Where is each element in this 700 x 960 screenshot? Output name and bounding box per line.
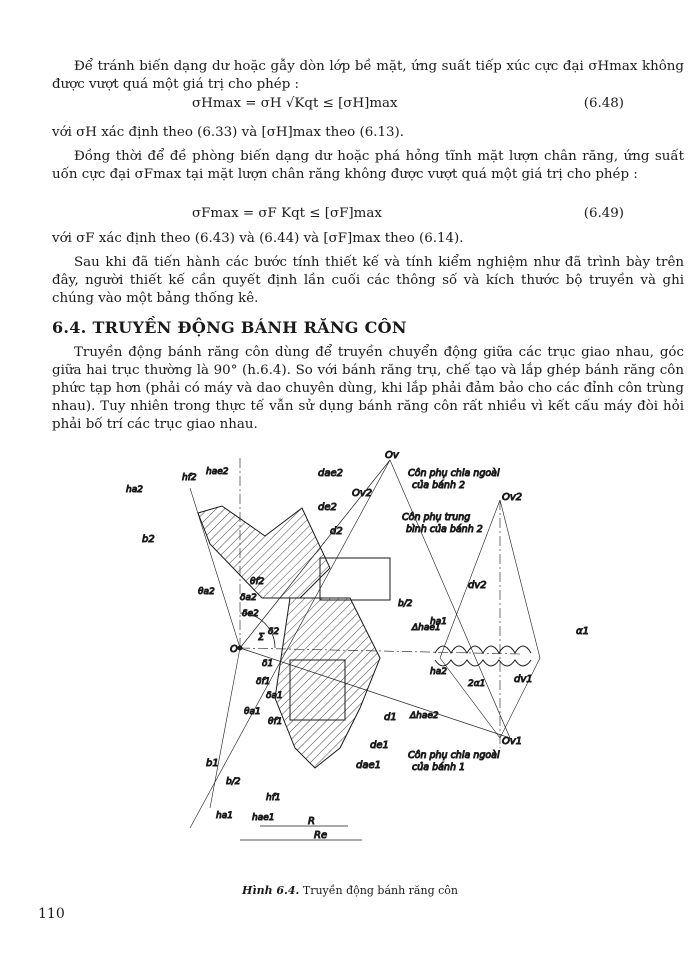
label-re: Re bbox=[314, 830, 328, 841]
label-dv2: dv2 bbox=[468, 580, 487, 591]
label-o: O bbox=[230, 644, 238, 655]
label-dae1: dae1 bbox=[356, 760, 381, 771]
label-ha2: ha2 bbox=[126, 485, 143, 495]
label-de1: de1 bbox=[370, 740, 389, 751]
label-delta-hae1: Δhae1 bbox=[412, 623, 441, 633]
label-ov1: Ov1 bbox=[502, 736, 523, 747]
label-delta-1: δ1 bbox=[262, 659, 274, 669]
formula-6-48 bbox=[52, 96, 684, 116]
paragraph-sigma-h-ref: với σH xác định theo (6.33) và [σH]max theo (6.13). bbox=[52, 125, 404, 140]
figure-caption-label: Hình 6.4. bbox=[242, 884, 300, 897]
label-d1: d1 bbox=[384, 712, 397, 723]
label-ha1-low: ha1 bbox=[216, 811, 233, 821]
formula-6-48-expression: σHmax = σH √Kqt ≤ [σH]max bbox=[192, 96, 398, 111]
label-back-cone-outer-1: Côn phụ chia ngoài bbox=[408, 750, 500, 761]
virtual-gear2-line-right bbox=[500, 500, 540, 658]
paragraph-contact-stress: Để tránh biến dạng dư hoặc gẫy dòn lớp bề mặt, ứng suất tiếp xúc cực đại σHmax không được vượt quá một giá trị cho phép : bbox=[52, 59, 684, 92]
label-alpha1: α1 bbox=[576, 626, 589, 637]
label-b-over-2-low: b/2 bbox=[226, 777, 241, 787]
paragraph-design-summary: Sau khi đã tiến hành các bước tính thiết kế và tính kiểm nghiệm như đã trình bày trên đây, người thiết kế cần quyết định lần cuối các thông số và kích thước bộ truyền và ghi chúng vào một bảng thống kê. bbox=[52, 255, 684, 306]
label-dae2: dae2 bbox=[318, 468, 343, 479]
label-sigma: Σ bbox=[258, 632, 265, 643]
apex-point bbox=[238, 646, 242, 650]
label-delta-a1: δa1 bbox=[266, 691, 283, 701]
label-hf2: hf2 bbox=[182, 473, 197, 483]
label-delta-2: δ2 bbox=[268, 627, 280, 637]
section-heading: 6.4. TRUYỀN ĐỘNG BÁNH RĂNG CÔN bbox=[52, 318, 407, 337]
label-hae2: hae2 bbox=[206, 467, 229, 477]
label-ha1: ha1 bbox=[430, 617, 447, 627]
label-ov2-right: Ov2 bbox=[502, 492, 523, 503]
label-theta-a2: θa2 bbox=[198, 587, 215, 597]
label-theta-f1: θf1 bbox=[268, 717, 283, 727]
label-mean-cone-2: Côn phụ trung bbox=[402, 512, 471, 523]
label-back-cone-outer-2b: của bánh 2 bbox=[412, 480, 466, 491]
label-delta-f1: δf1 bbox=[256, 677, 271, 687]
label-hae1: hae1 bbox=[252, 813, 275, 823]
label-delta-a2: δa2 bbox=[240, 593, 257, 603]
label-d2: d2 bbox=[330, 526, 343, 537]
label-hf1: hf1 bbox=[266, 793, 281, 803]
label-b1: b1 bbox=[206, 758, 219, 769]
figure-caption-text: Truyền động bánh răng côn bbox=[302, 884, 458, 897]
label-back-cone-outer-1b: của bánh 1 bbox=[412, 762, 466, 773]
label-theta-a1: θa1 bbox=[244, 707, 261, 717]
label-r: R bbox=[308, 816, 315, 827]
virtual-gear1-line-left bbox=[440, 658, 500, 738]
label-delta-e2: δe2 bbox=[242, 609, 259, 619]
label-b2: b2 bbox=[142, 534, 155, 545]
label-dv1: dv1 bbox=[514, 674, 533, 685]
formula-6-48-number: (6.48) bbox=[583, 96, 624, 111]
label-ha2-right: ha2 bbox=[430, 667, 447, 677]
label-mean-cone-2b: bình của bánh 2 bbox=[406, 524, 483, 535]
label-delta-hae2: Δhae2 bbox=[410, 711, 439, 721]
formula-6-49 bbox=[52, 206, 684, 226]
label-b-over-2: b/2 bbox=[398, 599, 413, 609]
label-ov: Ov bbox=[385, 450, 399, 461]
virtual-gear1-line-right bbox=[500, 658, 540, 738]
paragraph-sigma-f-ref: với σF xác định theo (6.43) và (6.44) và [σF]max theo (6.14). bbox=[52, 231, 464, 246]
page-number: 110 bbox=[38, 906, 65, 922]
tooth-profile-bottom bbox=[435, 660, 531, 666]
label-two-alpha1: 2α1 bbox=[468, 679, 486, 689]
label-de2: de2 bbox=[318, 502, 337, 513]
paragraph-bending-stress: Đồng thời để đề phòng biến dạng dư hoặc phá hỏng tĩnh mặt lượn chân răng, ứng suất uốn cực đại σFmax tại mặt lượn chân răng không được vượt quá một giá trị cho phép : bbox=[52, 149, 684, 182]
label-theta-f2: θf2 bbox=[250, 577, 265, 587]
gear2-hub bbox=[320, 558, 390, 600]
formula-6-49-expression: σFmax = σF Kqt ≤ [σF]max bbox=[192, 206, 382, 221]
tooth-profile-top bbox=[435, 646, 531, 653]
paragraph-bevel-gear-intro: Truyền động bánh răng côn dùng để truyền chuyển động giữa các trục giao nhau, góc giữa hai trục thường là 90° (h.6.4). So với bánh răng trụ, chế tạo và lắp ghép bánh răng côn phức tạp hơn (phải có máy và dao chuyên dùng, khi lắp phải đảm bảo cho các đỉnh côn trùng nhau). Tuy nhiên trong thực tế vẫn sử dụng bánh răng côn rất nhiều vì kết cấu máy đòi hỏi phải bố trí các trục giao nhau. bbox=[52, 345, 684, 432]
bevel-gear-diagram bbox=[90, 448, 610, 848]
formula-6-49-number: (6.49) bbox=[583, 206, 624, 221]
gear1-section bbox=[275, 598, 380, 768]
label-back-cone-outer-2: Côn phụ chia ngoài bbox=[408, 468, 500, 479]
label-ov2: Ov2 bbox=[352, 488, 373, 499]
figure-caption bbox=[0, 884, 700, 897]
